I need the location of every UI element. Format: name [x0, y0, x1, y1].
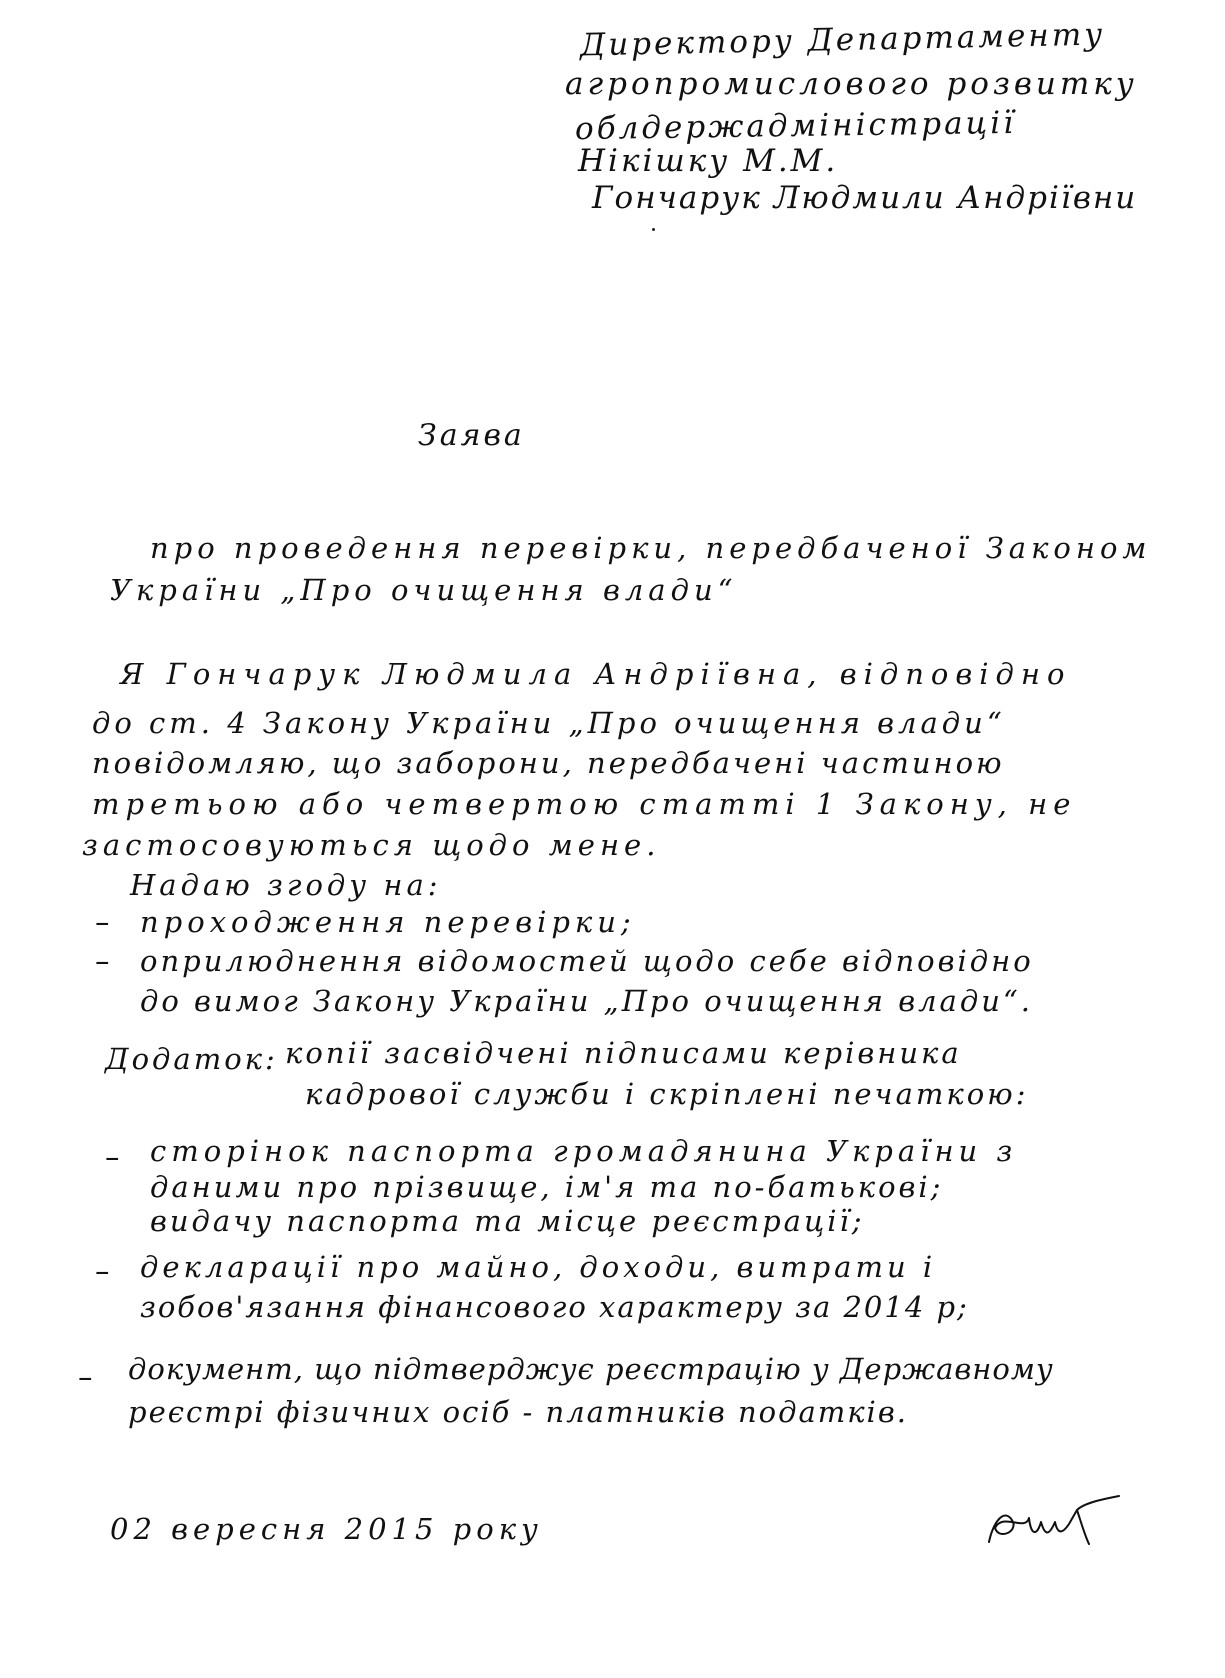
addressee-line-5: Гончарук Людмили Андріївни — [592, 180, 1138, 216]
subject-line-2: України „Про очищення влади“ — [110, 573, 738, 607]
attachment-item-1-dash: – — [105, 1140, 123, 1174]
body-line-1: Я Гончарук Людмила Андріївна, відповідно — [120, 657, 1072, 691]
attachment-line-2: кадрової служби і скріплені печаткою: — [305, 1077, 1029, 1111]
body-line-5: застосовуються щодо мене. — [82, 828, 661, 862]
consent-item-1-dash: – — [95, 905, 113, 939]
handwritten-signature — [985, 1492, 1125, 1552]
attachment-item-2-line-1: декларації про майно, доходи, витрати і — [140, 1250, 937, 1284]
addressee-line-2: агропромислового розвитку — [565, 66, 1138, 102]
subject-line-1: про проведення перевірки, передбаченої Законом — [150, 531, 1152, 565]
attachment-item-3-line-2: реєстрі фізичних осіб - платників податків. — [128, 1395, 908, 1429]
attachment-item-1-line-3: видачу паспорта та місце реєстрації; — [150, 1204, 865, 1238]
addressee-line-4: Нікішку М.М. — [578, 143, 839, 179]
body-line-2: до ст. 4 Закону України „Про очищення влади“ — [92, 706, 1006, 740]
body-line-4: третьою або четвертою статті 1 Закону, не — [92, 787, 1077, 821]
document-date: 02 вересня 2015 року — [110, 1512, 543, 1546]
attachment-item-3-dash: – — [78, 1360, 96, 1394]
consent-item-2-line-2: до вимог Закону України „Про очищення влади“. — [140, 984, 1033, 1018]
attachment-item-1-line-1: сторінок паспорта громадянина України з — [150, 1134, 1018, 1168]
document-title: Заява — [418, 418, 525, 453]
attachment-line-1: копії засвідчені підписами керівника — [285, 1036, 962, 1070]
consent-item-2-line-1: оприлюднення відомостей щодо себе відповідно — [140, 944, 1034, 978]
stray-dot — [652, 228, 655, 231]
attachment-item-3-line-1: документ, що підтверджує реєстрацію у Державному — [128, 1352, 1054, 1386]
addressee-line-3: облдержадміністрації — [574, 104, 1017, 148]
attachment-item-1-line-2: даними про прізвище, ім'я та по-батькові; — [150, 1170, 944, 1204]
addressee-line-1: Директору Департаменту — [579, 16, 1106, 64]
body-line-3: повідомляю, що заборони, передбачені частиною — [92, 746, 1005, 780]
consent-item-2-dash: – — [95, 944, 113, 978]
attachment-item-2-line-2: зобов'язання фінансового характеру за 2014 р; — [140, 1290, 969, 1324]
consent-line: Надаю згоду на: — [130, 868, 442, 902]
attachment-item-2-dash: – — [95, 1254, 113, 1288]
attachment-label: Додаток: — [105, 1042, 278, 1076]
consent-item-1: проходження перевірки; — [140, 905, 636, 939]
